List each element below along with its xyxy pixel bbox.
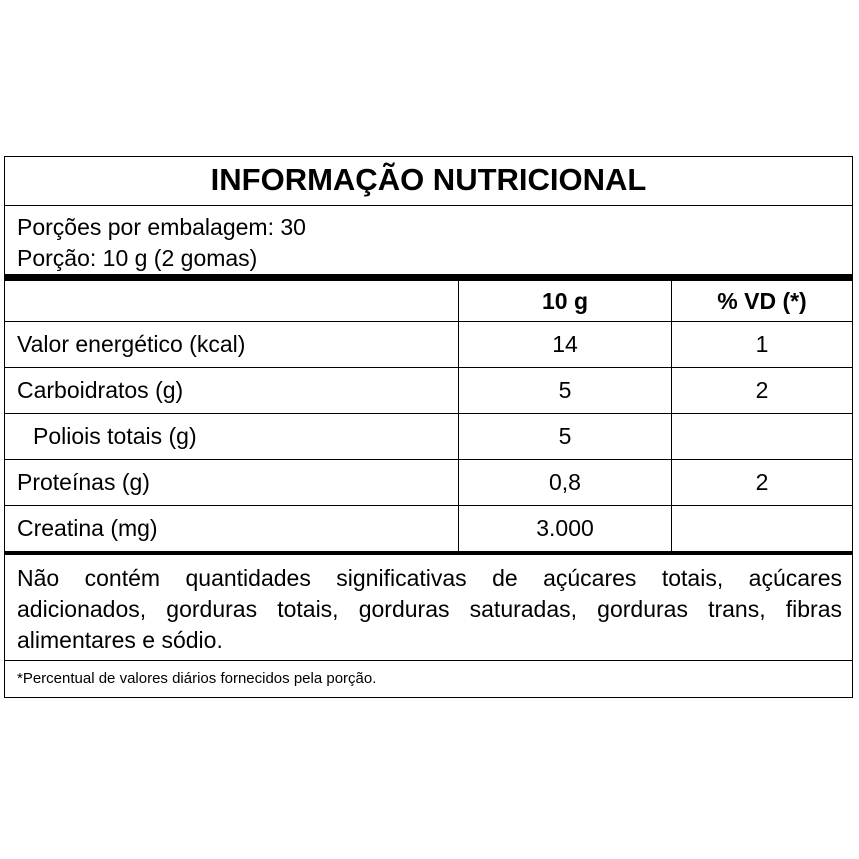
nutrient-name: Poliois totais (g) <box>5 414 459 460</box>
table-row <box>5 414 852 460</box>
serving-size: Porção: 10 g (2 gomas) <box>17 245 258 271</box>
daily-value-footnote: *Percentual de valores diários fornecidos pela porção. <box>5 660 852 697</box>
nutrient-daily-value: 2 <box>672 368 853 414</box>
nutrient-value: 5 <box>459 368 672 414</box>
nutrient-daily-value <box>672 414 853 460</box>
column-header-daily-value: % VD (*) <box>672 281 853 322</box>
label-title: INFORMAÇÃO NUTRICIONAL <box>5 157 852 206</box>
nutrient-value: 5 <box>459 414 672 460</box>
servings-info <box>5 206 852 281</box>
nutrient-name: Proteínas (g) <box>5 460 459 506</box>
nutrient-name: Carboidratos (g) <box>5 368 459 414</box>
nutrient-value: 0,8 <box>459 460 672 506</box>
table-row <box>5 460 852 506</box>
nutrient-value: 3.000 <box>459 506 672 552</box>
nutrition-table <box>5 281 852 552</box>
table-row <box>5 368 852 414</box>
nutrient-daily-value <box>672 506 853 552</box>
nutrient-name: Creatina (mg) <box>5 506 459 552</box>
nutrient-daily-value: 2 <box>672 460 853 506</box>
nutrient-value: 14 <box>459 322 672 368</box>
servings-per-package: Porções por embalagem: 30 <box>17 214 306 240</box>
table-row <box>5 506 852 552</box>
nutrient-daily-value: 1 <box>672 322 853 368</box>
table-header-row <box>5 281 852 322</box>
column-header-portion: 10 g <box>459 281 672 322</box>
table-row <box>5 322 852 368</box>
column-header-nutrient <box>5 281 459 322</box>
not-significant-note: Não contém quantidades significativas de açúcares totais, açúcares adicionados, gorduras totais, gorduras saturadas, gorduras trans, fibras alimentares e sódio. <box>5 552 852 660</box>
nutrition-facts-label <box>4 156 853 698</box>
nutrient-name: Valor energético (kcal) <box>5 322 459 368</box>
